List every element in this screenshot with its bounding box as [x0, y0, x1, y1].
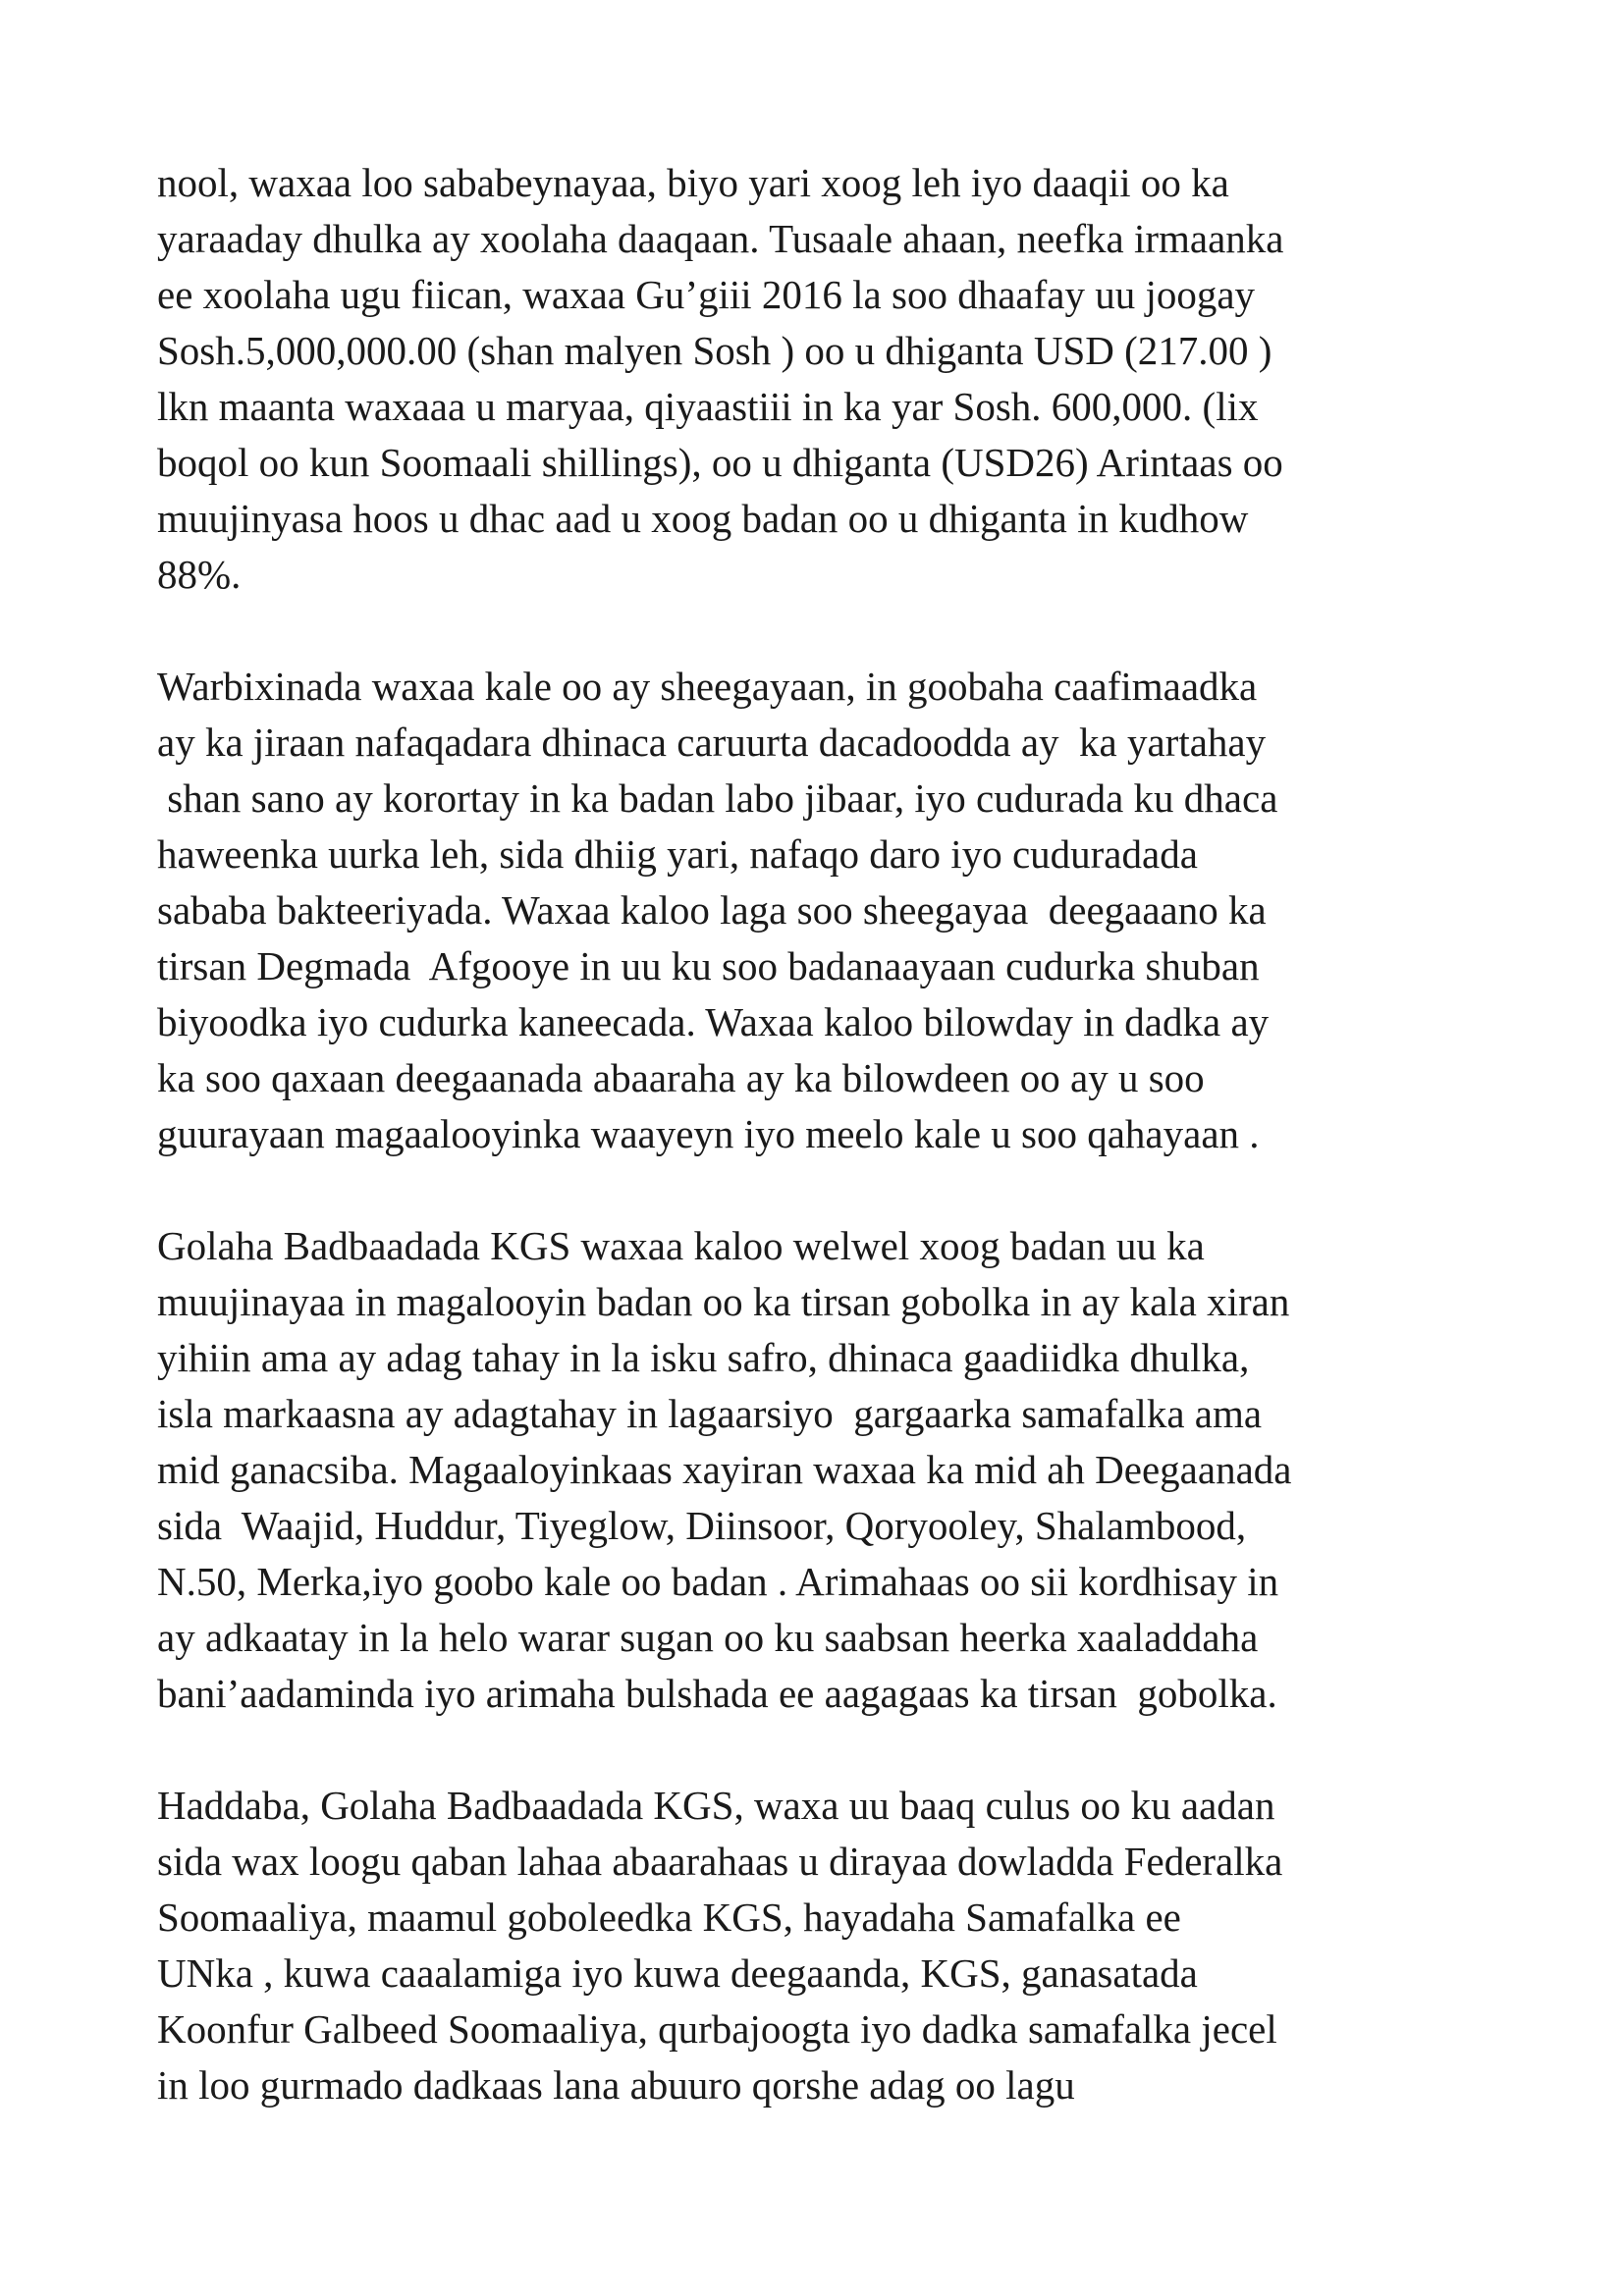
text-line: ay ka jiraan nafaqadara dhinaca caruurta dacadoodda ay ka yartahay	[157, 720, 1267, 765]
text-line: muujinayaa in magalooyin badan oo ka tirsan gobolka in ay kala xiran	[157, 1279, 1290, 1324]
text-line: Soomaaliya, maamul goboleedka KGS, hayadaha Samafalka ee	[157, 1895, 1181, 1940]
text-line: biyoodka iyo cudurka kaneecada. Waxaa kaloo bilowday in dadka ay	[157, 999, 1270, 1044]
paragraph-2	[157, 659, 1551, 1162]
text-line: ay adkaatay in la helo warar sugan oo ku saabsan heerka xaaladdaha	[157, 1615, 1259, 1660]
text-line: lkn maanta waxaaa u maryaa, qiyaastiii in ka yar Sosh. 600,000. (lix	[157, 384, 1259, 429]
text-line: muujinyasa hoos u dhac aad u xoog badan oo u dhiganta in kudhow	[157, 496, 1249, 541]
text-line: ee xoolaha ugu fiican, waxaa Gu’giii 2016 la soo dhaafay uu joogay	[157, 272, 1256, 317]
text-line: Sosh.5,000,000.00 (shan malyen Sosh ) oo u dhiganta USD (217.00 )	[157, 328, 1272, 373]
text-line: Golaha Badbaadada KGS waxaa kaloo welwel xoog badan uu ka	[157, 1223, 1205, 1268]
text-line: sababa bakteeriyada. Waxaa kaloo laga soo sheegayaa deegaaano ka	[157, 887, 1267, 933]
text-line: tirsan Degmada Afgooye in uu ku soo badanaayaan cudurka shuban	[157, 943, 1260, 988]
paragraph-3	[157, 1218, 1551, 1722]
text-line: bani’aadaminda iyo arimaha bulshada ee aagagaas ka tirsan gobolka.	[157, 1671, 1277, 1716]
text-line: mid ganacsiba. Magaaloyinkaas xayiran waxaa ka mid ah Deegaanada	[157, 1447, 1292, 1492]
text-line: nool, waxaa loo sababeynayaa, biyo yari xoog leh iyo daaqii oo ka	[157, 160, 1229, 205]
text-line: Koonfur Galbeed Soomaaliya, qurbajoogta iyo dadka samafalka jecel	[157, 2006, 1277, 2052]
text-line: boqol oo kun Soomaali shillings), oo u dhiganta (USD26) Arintaas oo	[157, 440, 1283, 485]
text-line: sida wax loogu qaban lahaa abaarahaas u dirayaa dowladda Federalka	[157, 1839, 1283, 1884]
text-line: in loo gurmado dadkaas lana abuuro qorshe adag oo lagu	[157, 2062, 1075, 2108]
text-line: Warbixinada waxaa kale oo ay sheegayaan, in goobaha caafimaadka	[157, 664, 1258, 709]
body-text	[157, 155, 1551, 2113]
text-line: sida Waajid, Huddur, Tiyeglow, Diinsoor, Qoryooley, Shalambood,	[157, 1503, 1247, 1548]
text-line: ka soo qaxaan deegaanada abaaraha ay ka bilowdeen oo ay u soo	[157, 1055, 1205, 1100]
text-line: yihiin ama ay adag tahay in la isku safro, dhinaca gaadiidka dhulka,	[157, 1335, 1250, 1380]
text-line: UNka , kuwa caaalamiga iyo kuwa deegaanda, KGS, ganasatada	[157, 1950, 1198, 1996]
paragraph-1	[157, 155, 1551, 603]
text-line: guurayaan magaalooyinka waayeyn iyo meelo kale u soo qahayaan .	[157, 1111, 1260, 1156]
text-line: shan sano ay korortay in ka badan labo jibaar, iyo cudurada ku dhaca	[157, 775, 1278, 821]
text-line: isla markaasna ay adagtahay in lagaarsiyo gargaarka samafalka ama	[157, 1391, 1263, 1436]
text-line: N.50, Merka,iyo goobo kale oo badan . Arimahaas oo sii kordhisay in	[157, 1559, 1279, 1604]
text-line: Haddaba, Golaha Badbaadada KGS, waxa uu baaq culus oo ku aadan	[157, 1783, 1275, 1828]
paragraph-4	[157, 1778, 1551, 2113]
text-line: haweenka uurka leh, sida dhiig yari, nafaqo daro iyo cuduradada	[157, 831, 1198, 877]
text-line: yaraaday dhulka ay xoolaha daaqaan. Tusaale ahaan, neefka irmaanka	[157, 216, 1284, 261]
text-line: 88%.	[157, 552, 242, 597]
